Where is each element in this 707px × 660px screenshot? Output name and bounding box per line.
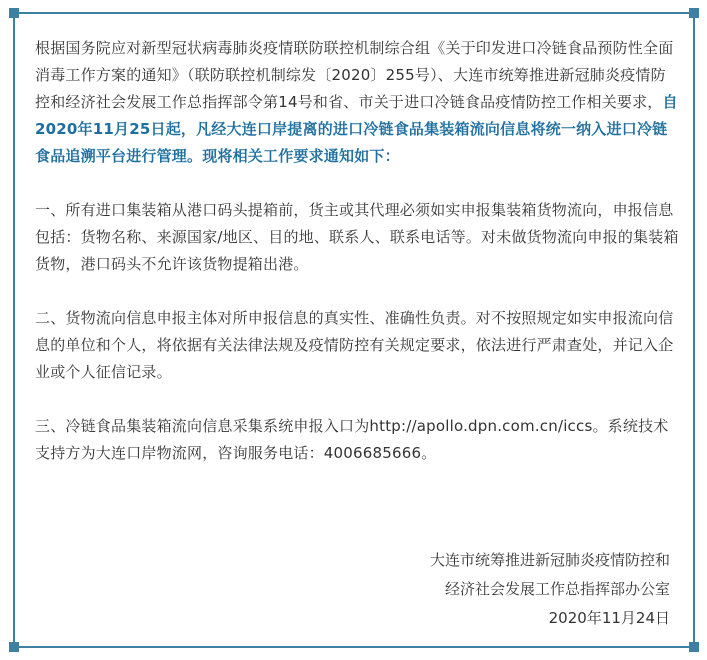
issuer-line-2: 经济社会发展工作总指挥部办公室: [444, 580, 670, 598]
intro-paragraph: [35, 35, 679, 170]
requirement-item-2: 二、货物流向信息申报主体对所申报信息的真实性、准确性负责。对不按照规定如实申报流向信息的单位和个人，将依据有关法律法规及疫情防控有关规定要求，依法进行严肃查处，并记入企业或个人征信记录。: [35, 309, 674, 381]
signature-block: [430, 546, 670, 633]
intro-highlight-text: 自2020年11月25日起，凡经大连口岸提离的进口冷链食品集装箱流向信息将统一纳入进口冷链食品追溯平台进行管理。现将相关工作要求通知如下：: [35, 93, 678, 165]
requirement-item-3: 三、冷链食品集装箱流向信息采集系统申报入口为http://apollo.dpn.com.cn/iccs。系统技术支持方为大连口岸物流网，咨询服务电话：4006685666。: [35, 417, 669, 462]
issue-date: 2020年11月24日: [548, 609, 670, 627]
issuer-line-1: 大连市统筹推进新冠肺炎疫情防控和: [429, 551, 670, 569]
frame-corner-top-right: [689, 8, 699, 18]
requirement-item-1: 一、所有进口集装箱从港口码头提箱前，货主或其代理必须如实申报集装箱货物流向，申报信息包括：货物名称、来源国家/地区、目的地、联系人、联系电话等。对未做货物流向申报的集装箱货物，港口码头不允许该货物提箱出港。: [35, 201, 679, 273]
notice-frame: [13, 12, 695, 648]
frame-corner-top-left: [9, 8, 19, 18]
notice-body: [35, 35, 679, 494]
frame-corner-bottom-left: [9, 642, 19, 652]
intro-text: 根据国务院应对新型冠状病毒肺炎疫情联防联控机制综合组《关于印发进口冷链食品预防性全面消毒工作方案的通知》（联防联控机制综发〔2020〕255号）、大连市统筹推进新冠肺炎疫情防控和经济社会发展工作总指挥部令第14号和省、市关于进口冷链食品疫情防控工作相关要求，: [35, 39, 674, 111]
frame-corner-bottom-right: [689, 642, 699, 652]
